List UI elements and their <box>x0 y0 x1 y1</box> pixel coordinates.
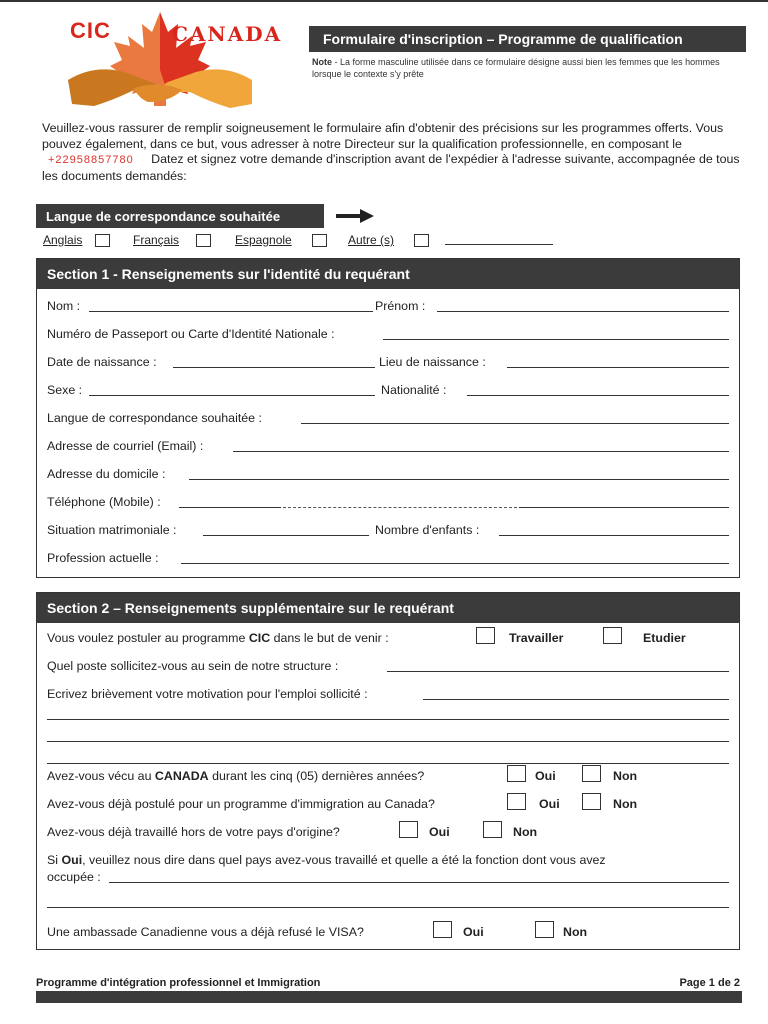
gender-note <box>312 56 742 80</box>
autre-checkbox[interactable] <box>414 234 429 247</box>
telephone-dashed-line <box>283 507 517 508</box>
domicile-field[interactable] <box>189 479 729 480</box>
francais-checkbox[interactable] <box>196 234 211 247</box>
travailler-label: Travailler <box>509 631 564 645</box>
immigration-question-row <box>47 793 729 813</box>
visa-oui-label: Oui <box>463 925 484 939</box>
anglais-checkbox[interactable] <box>95 234 110 247</box>
visa-non-label: Non <box>563 925 588 939</box>
canada-non-checkbox[interactable] <box>582 765 601 782</box>
si-oui-text-1: Si <box>47 853 59 867</box>
enfants-label: Nombre d'enfants : <box>375 523 480 537</box>
programme-question-cic: CIC <box>248 631 271 645</box>
poste-field[interactable] <box>387 671 729 672</box>
telephone-field[interactable] <box>179 507 281 508</box>
langue-option-espagnole[interactable] <box>235 233 292 247</box>
email-row <box>47 435 729 455</box>
motivation-line-2[interactable] <box>47 719 729 720</box>
telephone-row <box>47 491 729 511</box>
date-naissance-label: Date de naissance : <box>47 355 157 369</box>
logo-cic-text: CIC <box>70 18 111 43</box>
prenom-field[interactable] <box>437 311 729 312</box>
form-title: Formulaire d'inscription – Programme de qualification <box>309 26 746 52</box>
canada-question-bold: CANADA <box>154 769 209 783</box>
canada-non-label: Non <box>613 769 638 783</box>
immigration-non-label: Non <box>613 797 638 811</box>
footer-bar <box>36 991 742 1003</box>
poste-row <box>47 655 729 675</box>
etudier-checkbox[interactable] <box>603 627 622 644</box>
cic-canada-logo <box>64 10 300 120</box>
logo-canada-text: CANADA <box>172 22 283 46</box>
canada-question-text-1: Avez-vous vécu au <box>47 769 152 783</box>
email-field[interactable] <box>233 451 729 452</box>
director-phone-link[interactable]: +22958857780 <box>48 154 134 166</box>
visa-question: Une ambassade Canadienne vous a déjà refusé le VISA? <box>47 925 364 939</box>
motivation-label: Ecrivez brièvement votre motivation pour l'emploi sollicité : <box>47 687 368 701</box>
programme-goal-row <box>47 627 729 647</box>
section-2-title: Section 2 – Renseignements supplémentaire sur le requérant <box>37 593 739 623</box>
motivation-line-4[interactable] <box>47 763 729 764</box>
travail-question-row <box>47 821 729 841</box>
passeport-row <box>47 323 729 343</box>
section-1-title: Section 1 - Renseignements sur l'identité du requérant <box>37 259 739 289</box>
nationalite-label: Nationalité : <box>381 383 447 397</box>
email-label: Adresse de courriel (Email) : <box>47 439 204 453</box>
visa-question-row <box>47 921 729 941</box>
nom-field[interactable] <box>89 311 373 312</box>
passeport-field[interactable] <box>383 339 729 340</box>
espagnole-checkbox[interactable] <box>312 234 327 247</box>
langue-option-francais[interactable] <box>133 233 179 247</box>
intro-text-2: Datez et signez votre demande d'inscription avant de l'expédier à l'adresse suivante, accompagnée de tous les documents demandés: <box>42 152 740 183</box>
langue-heading: Langue de correspondance souhaitée <box>36 204 324 228</box>
passeport-label: Numéro de Passeport ou Carte d'Identité Nationale : <box>47 327 335 341</box>
naissance-row <box>47 351 729 371</box>
prenom-label: Prénom : <box>375 299 426 313</box>
domicile-label: Adresse du domicile : <box>47 467 166 481</box>
visa-oui-checkbox[interactable] <box>433 921 452 938</box>
nom-label: Nom : <box>47 299 81 313</box>
immigration-non-checkbox[interactable] <box>582 793 601 810</box>
note-label: Note <box>312 57 332 67</box>
travailler-checkbox[interactable] <box>476 627 495 644</box>
programme-question-text-1: Vous voulez postuler au programme <box>47 631 246 645</box>
immigration-oui-label: Oui <box>539 797 560 811</box>
canada-question-row <box>47 765 729 785</box>
lieu-naissance-field[interactable] <box>507 367 729 368</box>
sexe-row <box>47 379 729 399</box>
nationalite-field[interactable] <box>467 395 729 396</box>
langue-field[interactable] <box>301 423 729 424</box>
section-2 <box>36 592 740 950</box>
visa-non-checkbox[interactable] <box>535 921 554 938</box>
canada-oui-checkbox[interactable] <box>507 765 526 782</box>
top-rule <box>0 0 768 2</box>
occupee-field[interactable] <box>109 882 729 883</box>
etudier-label: Etudier <box>643 631 686 645</box>
si-oui-text <box>47 853 606 867</box>
programme-question <box>47 631 389 645</box>
si-oui-bold: Oui <box>61 853 83 867</box>
langue-row <box>47 407 729 427</box>
langue-option-anglais[interactable] <box>43 233 82 247</box>
programme-question-text-2: dans le but de venir : <box>273 631 389 645</box>
section-1 <box>36 258 740 578</box>
sexe-label: Sexe : <box>47 383 83 397</box>
arrow-right-icon <box>336 209 374 223</box>
profession-label: Profession actuelle : <box>47 551 159 565</box>
domicile-row <box>47 463 729 483</box>
footer-programme: Programme d'intégration professionnel et Immigration <box>36 977 321 989</box>
langue-label: Langue de correspondance souhaitée : <box>47 411 262 425</box>
date-naissance-field[interactable] <box>173 367 375 368</box>
motivation-row <box>47 683 729 703</box>
travail-non-checkbox[interactable] <box>483 821 502 838</box>
note-text: - La forme masculine utilisée dans ce formulaire désigne aussi bien les femmes que les hommes lorsque le contexte s'y prête <box>312 57 720 79</box>
situation-row <box>47 519 729 539</box>
travail-question: Avez-vous déjà travaillé hors de votre pays d'origine? <box>47 825 340 839</box>
lieu-naissance-label: Lieu de naissance : <box>379 355 486 369</box>
immigration-question: Avez-vous déjà postulé pour un programme d'immigration au Canada? <box>47 797 435 811</box>
immigration-oui-checkbox[interactable] <box>507 793 526 810</box>
nom-prenom-row <box>47 295 729 315</box>
motivation-field[interactable] <box>423 699 729 700</box>
occupee-row <box>47 866 729 886</box>
canada-oui-label: Oui <box>535 769 556 783</box>
telephone-label: Téléphone (Mobile) : <box>47 495 161 509</box>
profession-row <box>47 547 729 567</box>
si-oui-text-2: , veuillez nous dire dans quel pays avez-vous travaillé et quelle a été la fonction dont vous avez <box>82 853 606 867</box>
situation-label: Situation matrimoniale : <box>47 523 177 537</box>
occupee-label: occupée : <box>47 870 101 884</box>
langue-option-autre[interactable] <box>348 233 394 247</box>
poste-label: Quel poste sollicitez-vous au sein de notre structure : <box>47 659 339 673</box>
page-number: Page 1 de 2 <box>679 977 740 989</box>
travail-oui-label: Oui <box>429 825 450 839</box>
enfants-field[interactable] <box>499 535 729 536</box>
telephone-field-end[interactable] <box>519 507 729 508</box>
autre-text-field[interactable] <box>445 244 553 245</box>
profession-field[interactable] <box>181 563 729 564</box>
langue-option-label: Espagnole <box>235 233 292 247</box>
langue-option-label: Anglais <box>43 233 83 247</box>
occupee-line-2[interactable] <box>47 907 729 908</box>
langue-option-label: Autre (s) <box>348 233 395 247</box>
langue-option-label: Français <box>133 233 180 247</box>
motivation-line-3[interactable] <box>47 741 729 742</box>
intro-text-1: Veuillez-vous rassurer de remplir soigneusement le formulaire afin d'obtenir des précisions sur les programmes offerts. Vous pouvez également, dans ce but, vous adresser à notre Directeur sur la qualification professionnelle, en composant le <box>42 121 724 151</box>
travail-oui-checkbox[interactable] <box>399 821 418 838</box>
situation-field[interactable] <box>203 535 369 536</box>
canada-question-text-2: durant les cinq (05) dernières années? <box>212 769 425 783</box>
sexe-field[interactable] <box>89 395 375 396</box>
travail-non-label: Non <box>513 825 538 839</box>
canada-question <box>47 769 424 783</box>
intro-paragraph <box>42 121 754 184</box>
